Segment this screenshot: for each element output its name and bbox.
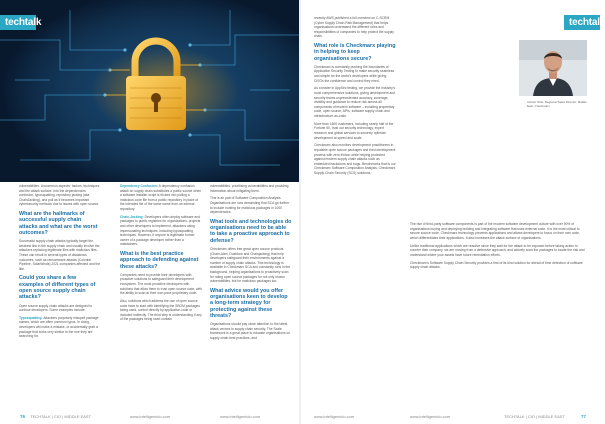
paragraph: Typosquatting: Attackers purposely misspell package names, which are often common typos. In doing, developers will make a mistake, or accidentally grab a package that looks very similar to the one they are searching for. (19, 315, 99, 339)
paragraph: Unlike traditional applications which are reactive since they wait for the attack to be exposed before taking action to counter their company, we are moving from a defensive approach, and actively scan the packages to locate the risk and understand where your assets have future remediation efforts. (410, 243, 585, 257)
paragraph: The rise of third-party software components is part of the modern software development culture with over 90% of organisations buying and deploying building and integrating software that uses external code. It is the most critical to secure source code. Checkmarx technology prevents applications and allows developers to focus on their own code, which differentiates their applications. It also increases the attack surface of organisations. (410, 222, 580, 240)
paragraph: Companies need to provide their developers with proactive solutions to safeguard their development ecosystem. The most proactive developers with solutions that allow them to trust open source code, with the ability to scan at their own pace proprietary code. (120, 272, 202, 296)
paragraph: Chain-Jacking: Developers often deploy software and packages to public registries for organizations, projects and other developers to implement, attackers using impersonating techniques, including typosquatting techniques. However, if anyone is legitimate former owner of a package developer rather than a maintainers. (120, 214, 201, 247)
article-column-1 (19, 184, 101, 342)
question-heading: What advice would you offer organisations keen to develop a long-term strategy for protecting against these threats? (210, 287, 288, 319)
paragraph: Organisations should pay close attention to the latest attack vectors in supply chain security. The Scale framework is a great place to educate organisations on supply chain best practices, and (210, 322, 291, 340)
article-column-5 (410, 222, 586, 273)
paragraph: Open source supply chain attacks are designed to confuse developers. Some examples include: (19, 303, 93, 313)
paragraph: Checkmarx also monitors development practitioners in reputable open source packages and third development process with zero friction while helping protected against modern supply chain attacks such as embedded backdoors and bugs. Benchmarks that is our Checkmarx Software Composition Analysis, Checkmarx Supply Chain Security (SCS) solutions. (314, 143, 396, 175)
question-heading: Could you share a few examples of different types of open source supply chain attacks? (19, 275, 96, 301)
article-column-2 (120, 184, 202, 325)
paragraph: vulnerabilities. Uncommon aspects: factors, techniques and the attack surface. Into the dependencies confusion, typosquatting, repository jacking (aka ChainJacking), and pull as it becomes important cybersecurity methods due to issues with open source. (19, 184, 100, 207)
techtalk-masthead-right: techtalk (564, 15, 600, 30)
author-portrait (519, 40, 587, 96)
paragraph: Checkmarx is constantly pushing the boundaries of Application Security Testing to make security seamless and simple for the world's developers while giving CISOs the confidence and control they need. (314, 64, 395, 83)
page-gutter (299, 0, 301, 424)
paragraph: Dependency Confusion: A dependency confusion attack on supply chain substitutes a public source when a software installer script is tricked into pulling a malicious code file from a public repository in place of the intended file of the same name from an internal repository. (120, 184, 202, 211)
paragraph: recently AWS published a full overview on C-SCRM (Cyber Supply Chain Risk Management) that helps organisations understand the different roles and responsibilities of companies to help protect the supply chain. (314, 16, 394, 39)
issue-label-right: TECHTALK | CIO | MIDDLE EAST (504, 414, 565, 419)
site-url-link[interactable]: www.intelligentcio.com (314, 414, 355, 419)
paragraph: vulnerabilities, prioritising vulnerabilities and providing information about mitigating them. (210, 184, 289, 193)
page-number-left: 76 (20, 414, 26, 419)
hero-image (0, 0, 300, 182)
portrait-caption: Aviram Shai, Regional Sales Director, Middle East, Checkmarx (527, 100, 587, 108)
term-label: Chain-Jacking: (120, 214, 144, 219)
site-url-link[interactable]: www.intelligentcio.com (130, 414, 171, 419)
term-label: Typosquatting: (19, 315, 43, 320)
site-url-link[interactable]: www.intelligentcio.com (220, 414, 261, 419)
footer-right (314, 412, 586, 422)
site-url-link[interactable]: www.intelligentcio.com (410, 414, 451, 419)
paragraph: Also, solutions which address the use of open source code have to start with identifying the SBOM packages being used, control directly by application code or included indirectly. The third step is understanding if any of the packages being used contain (120, 298, 202, 322)
footer-left (20, 412, 290, 422)
term-label: Dependency Confusion: (120, 184, 158, 188)
question-heading: What role is Checkmarx playing in helping to keep organisations secure? (314, 42, 396, 62)
page-number-right: 77 (580, 414, 586, 419)
question-heading: What is the best practice approach to defending against these attacks? (120, 250, 199, 270)
padlock-circuit-board-icon (0, 0, 300, 182)
paragraph: This is an part of Software Composition Analysis. Organisations are now demanding that SCA go further to include hunting for malicious packages in 1000 dependencies. (210, 196, 290, 215)
paragraph: Successful supply chain attacks typically target the weakest link in the supply chain and usually involve the attackers replacing legitimate files with malicious files. These can result in several types of disastrous outcomes, such as ransomware attacks (Colonial Pipeline, SolarWinds) 2021 companies affected and the like. (19, 239, 101, 271)
paragraph: Checkmarx offers free great open source products (Chain-Alert, Dustilock and Chainjacking) that help developers safeguard their environments against a number of supply chain attacks. This technology is available in Checkmarx SCA and constantly runs in the background, helping organisations to proactively scan for rating open source packages for not only known vulnerabilities, but for malicious packages too. (210, 246, 291, 284)
question-heading: What tools and technologies do organisations need to be able to take a proactive approach to defense? (210, 218, 292, 244)
paragraph: As a leader in AppSec testing, we provide the industry's most comprehensive solutions, giving development and security teams unprecedented accuracy, coverage, visibility and guidance to reduce risk across all components of modern software – including proprietary code, open source, APIs, software supply chain and infrastructure-as-code. (314, 86, 396, 118)
article-column-4 (314, 16, 396, 179)
question-heading: What are the hallmarks of successful supply chain attacks and what are the worst outcomes? (19, 210, 98, 236)
person-portrait-icon (519, 40, 587, 96)
techtalk-masthead-left: techtalk (0, 15, 36, 30)
paragraph: Checkmarx's Software Supply Chain Security provides a first of its kind solution for ahead of time detection of software supply chain attacks. (410, 260, 583, 270)
article-column-3 (210, 184, 292, 344)
issue-label-left: TECHTALK | CIO | MIDDLE EAST (30, 414, 92, 419)
paragraph: More than 1600 customers, including nearly half of the Fortune 50, trust our security technology, expert research and global services to securely optimize development at speed and scale. (314, 121, 394, 140)
